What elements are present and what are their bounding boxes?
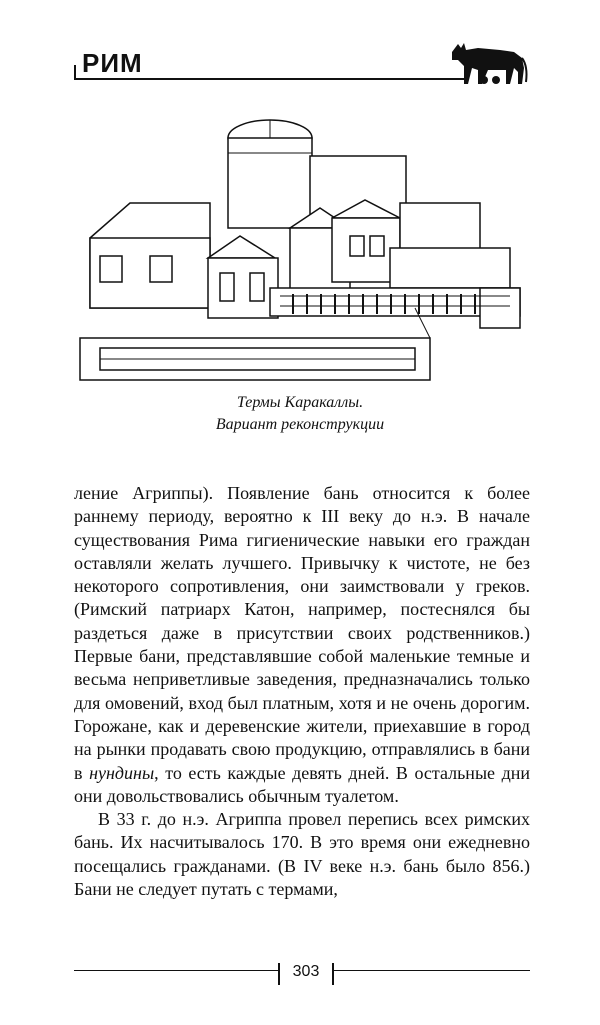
paragraph: В 33 г. до н.э. Агриппа провел перепись всех римских бань. Их насчитывалось 170. В это время они ежедневно посещались гражданами. (В IV веке н.э. бань было 856.) Бани не следует путать с термами,: [74, 809, 530, 900]
paragraph-text-end: , то есть каждые девять дней. В остальные дни они довольствовались обычным туалетом.: [74, 762, 530, 806]
page-number-bar: [332, 963, 334, 985]
italic-term: нундины: [89, 762, 155, 783]
header-title: РИМ: [82, 48, 143, 78]
paragraph-text: ление Агриппы). Появление бань относится к более раннему периоду, вероятно к III веку до н.э. В начале существования Рима гигиенические навыки его граждан оставляли желать лучшего. Привычку к чистоте, не без некоторого сопротивления, они заимствовали у греков. (Римский патриарх Катон, например, постеснялся бы раздеться даже в присутствии своих родственников.) Первые бани, представлявшие собой маленькие темные и весьма неприветливые заведения, предназначались только для омовений, вход был платным, хотя и не очень дорогим. Горожане, как и деревенские жители, приехавшие в город на рынки продавать свою продукцию, отправлялись в бани в: [74, 483, 530, 783]
body-text: [74, 482, 530, 901]
paragraph: [74, 482, 530, 808]
figure-caption-line1: Термы Каракаллы.: [236, 394, 364, 411]
page-footer: [74, 958, 530, 988]
page-number-bar: [278, 963, 280, 985]
running-header: [74, 38, 530, 98]
thermae-illustration: [70, 108, 530, 388]
header-rule: [74, 78, 466, 80]
capitoline-wolf-icon: [448, 38, 530, 88]
page-number-text: 303: [292, 963, 320, 980]
figure-caption-line2: Вариант реконструкции: [215, 416, 385, 433]
page-number: [278, 959, 334, 985]
